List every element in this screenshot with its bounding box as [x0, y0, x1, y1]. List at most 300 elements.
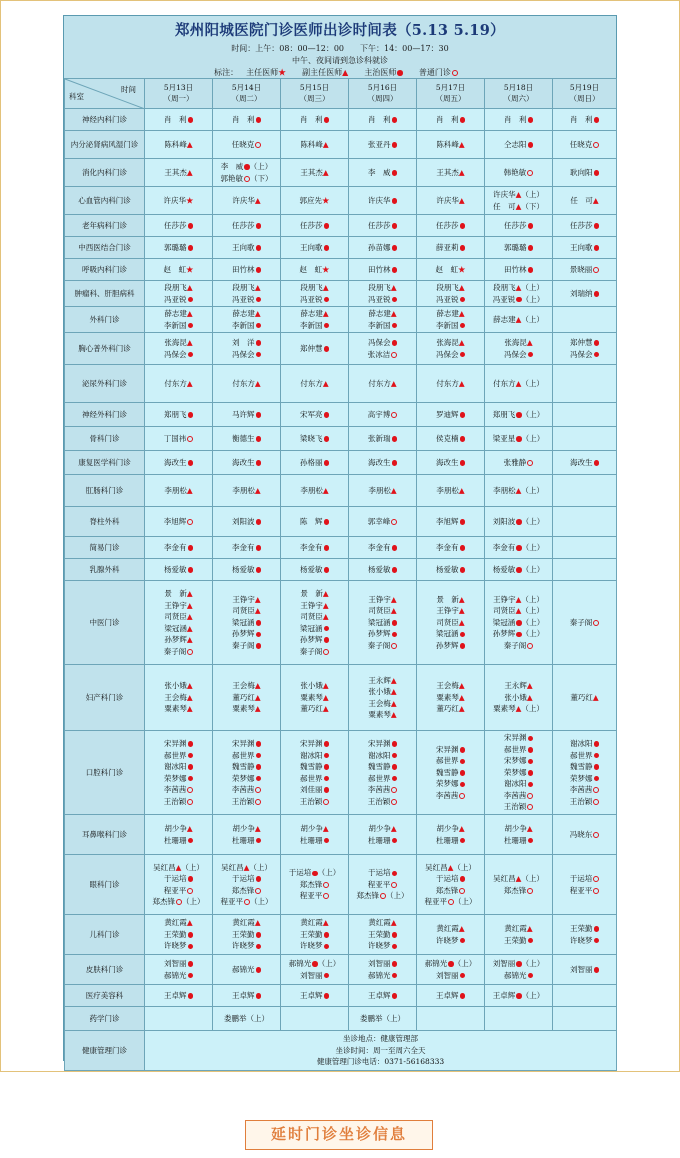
- schedule-cell: [349, 131, 417, 159]
- schedule-cell: [485, 237, 553, 259]
- dot-icon: [256, 932, 262, 938]
- star-icon: ★: [322, 264, 330, 274]
- doctor-entry: [486, 628, 551, 640]
- schedule-cell: [281, 955, 349, 985]
- doctor-name: 冯亚锐: [300, 294, 323, 304]
- day-weekday: （周一）: [163, 93, 194, 103]
- legend-regular: 普通门诊: [419, 68, 458, 77]
- dot-icon: [392, 753, 398, 759]
- dept-name: 神经内科门诊: [65, 109, 145, 131]
- doctor-name: 王铮宇: [232, 594, 255, 604]
- ring-icon: [187, 888, 193, 894]
- schedule-cell: [281, 915, 349, 955]
- ring-icon: [593, 876, 599, 882]
- doctor-name: 张海昆: [436, 338, 459, 347]
- schedule-cell: [485, 427, 553, 451]
- doctor-name: 郭应先: [299, 195, 322, 205]
- table-row: [65, 365, 617, 403]
- doctor-name: 张小娥: [300, 681, 323, 691]
- doctor-name: 段朋飞: [232, 283, 255, 292]
- legend-chief: 主任医师★: [246, 68, 287, 77]
- triangle-icon: ▲: [526, 924, 533, 933]
- doctor-name: 孙梦辉: [492, 629, 516, 639]
- doctor-name: 冯保会: [570, 349, 593, 359]
- doctor-name: 丁国祎: [163, 433, 187, 443]
- doctor-entry: [282, 784, 347, 796]
- doctor-entry: [350, 990, 415, 1002]
- doctor-name: 宋异渊: [504, 733, 527, 743]
- doctor-entry: [146, 750, 211, 762]
- dot-icon: [392, 838, 398, 844]
- day-date: 5月19日: [569, 83, 600, 92]
- doctor-name: 李茜茜: [569, 785, 593, 794]
- doctor-entry: [554, 750, 615, 762]
- doctor-name: 付东方: [436, 378, 459, 388]
- dot-icon: [392, 117, 398, 123]
- doctor-entry: [554, 935, 615, 947]
- doctor-name: 程亚平: [367, 879, 391, 889]
- doctor-name: 耿向阳: [570, 167, 593, 177]
- doctor-entry: [282, 320, 347, 332]
- doctor-name: 杜珊珊: [232, 835, 255, 845]
- dot-icon: [324, 297, 330, 303]
- doctor-name: 杜珊珊: [436, 835, 459, 845]
- doctor-entry: [282, 990, 347, 1002]
- triangle-icon: ▲: [515, 594, 522, 604]
- doctor-entry: [214, 873, 279, 885]
- doctor-name: 宋军亮: [300, 409, 323, 419]
- dot-icon: [594, 170, 600, 176]
- triangle-icon: ▲: [458, 309, 465, 318]
- triangle-icon: ▲: [254, 824, 261, 833]
- doctor-name: 景 新: [436, 594, 459, 604]
- doctor-name: 海改生: [368, 457, 391, 467]
- triangle-icon: ▲: [186, 589, 193, 598]
- doctor-name: 郑朋飞: [492, 409, 516, 419]
- doctor-entry: [486, 516, 551, 528]
- triangle-icon: ▲: [458, 195, 465, 205]
- doctor-name: 肖 利: [300, 114, 323, 124]
- ring-icon: [527, 643, 533, 649]
- dot-icon: [392, 973, 398, 979]
- doctor-name: 侯克楠: [436, 433, 459, 443]
- triangle-icon: ▲: [458, 378, 465, 388]
- doctor-name: 郝世界: [232, 750, 255, 760]
- schedule-cell: [281, 159, 349, 187]
- doctor-entry: [350, 1013, 415, 1025]
- doctor-name: 任 可: [493, 201, 516, 211]
- table-row: [65, 451, 617, 475]
- triangle-icon: ▲: [526, 338, 533, 347]
- triangle-icon: ▲: [515, 704, 522, 714]
- doctor-entry: [146, 114, 211, 126]
- schedule-cell: [213, 159, 281, 187]
- dot-icon: [256, 776, 262, 782]
- doctor-entry: [418, 790, 483, 802]
- doctor-entry: [486, 457, 551, 469]
- triangle-icon: ▲: [458, 283, 465, 292]
- doctor-entry: [146, 242, 211, 254]
- doctor-entry: [350, 628, 415, 640]
- schedule-cell: [281, 451, 349, 475]
- doctor-name: 粟素琴: [368, 710, 391, 719]
- session-note: （上）: [317, 868, 341, 878]
- dept-name: 呼吸内科门诊: [65, 259, 145, 281]
- schedule-cell: [349, 855, 417, 915]
- doctor-entry: [146, 282, 211, 294]
- schedule-cell: [485, 307, 553, 333]
- doctor-name: 秦子阁: [299, 646, 323, 656]
- table-row: [65, 215, 617, 237]
- doctor-entry: [418, 935, 483, 947]
- schedule-cell: [349, 259, 417, 281]
- schedule-body: [65, 109, 617, 1031]
- doctor-entry: [214, 796, 279, 808]
- doctor-name: 李朋松: [164, 485, 187, 495]
- triangle-icon: ▲: [390, 824, 397, 833]
- doctor-entry: [282, 264, 347, 276]
- ring-icon: [593, 620, 599, 626]
- doctor-name: 郝锦光: [288, 959, 312, 968]
- schedule-cell: [417, 665, 485, 731]
- dot-icon: [460, 519, 466, 525]
- doctor-name: 李新国: [232, 320, 255, 330]
- dot-icon: [256, 245, 262, 251]
- dot-icon: [392, 436, 398, 442]
- evening-note: 中午、夜间请到急诊科就诊: [292, 56, 388, 65]
- schedule-cell: [213, 281, 281, 307]
- doctor-name: 于运培: [436, 874, 459, 883]
- extended-hours-banner[interactable]: [245, 1120, 433, 1150]
- session-note: （上）: [454, 897, 477, 906]
- session-note: （上）: [182, 897, 205, 906]
- doctor-name: 景 新: [164, 589, 187, 598]
- dot-icon: [460, 759, 466, 765]
- doctor-name: 肖 利: [164, 114, 187, 124]
- doctor-entry: [214, 195, 279, 207]
- doctor-entry: [146, 516, 211, 528]
- triangle-icon: ▲: [458, 924, 465, 933]
- triangle-icon: ▲: [322, 681, 329, 691]
- banner-label: 延时门诊坐诊信息: [270, 1125, 407, 1143]
- doctor-entry: [350, 773, 415, 785]
- doctor-name: 郑杰锋: [231, 885, 255, 895]
- session-note: （下）: [521, 201, 544, 211]
- schedule-cell: [417, 237, 485, 259]
- schedule-cell: [553, 915, 617, 955]
- doctor-name: 胡少争: [368, 824, 391, 833]
- doctor-entry: [350, 294, 415, 306]
- dot-icon: [256, 412, 262, 418]
- doctor-name: 杜珊珊: [504, 835, 527, 845]
- session-note: （上）: [521, 617, 545, 627]
- schedule-cell: [349, 559, 417, 581]
- day-header: [145, 79, 213, 109]
- dot-icon: [594, 938, 600, 944]
- ring-icon: [527, 793, 533, 799]
- doctor-entry: [146, 634, 211, 646]
- schedule-cell: [485, 985, 553, 1007]
- ring-icon: [527, 804, 533, 810]
- doctor-entry: [418, 605, 483, 617]
- doctor-name: 荣梦娜: [570, 773, 593, 783]
- doctor-name: 梁冠涵: [436, 629, 459, 639]
- doctor-entry: [554, 139, 615, 151]
- doctor-entry: [214, 738, 279, 750]
- doctor-name: 李旭辉: [163, 516, 187, 526]
- schedule-cell: [213, 955, 281, 985]
- doctor-entry: [146, 703, 211, 715]
- doctor-name: 许晓梦: [164, 941, 187, 951]
- schedule-cell: [485, 507, 553, 537]
- session-note: （上）: [521, 874, 544, 883]
- doctor-name: 张亚丹: [368, 139, 391, 149]
- schedule-cell: [281, 259, 349, 281]
- schedule-cell: [417, 915, 485, 955]
- doctor-entry: [282, 433, 347, 445]
- dot-icon: [324, 519, 330, 525]
- triangle-icon: ▲: [342, 68, 349, 77]
- doctor-entry: [486, 923, 551, 935]
- dot-icon: [392, 245, 398, 251]
- header-row: [65, 79, 617, 109]
- schedule-cell: [417, 537, 485, 559]
- doctor-name: 薛志建: [493, 314, 516, 324]
- dept-name: 肿瘤科、肝胆病科: [65, 281, 145, 307]
- schedule-cell: [485, 109, 553, 131]
- dot-icon: [392, 620, 398, 626]
- ring-icon: [593, 267, 599, 273]
- doctor-entry: [282, 282, 347, 294]
- doctor-entry: [214, 282, 279, 294]
- doctor-entry: [146, 862, 211, 874]
- doctor-name: 任 可: [570, 195, 593, 205]
- doctor-name: 李茜茜: [231, 785, 255, 794]
- doctor-entry: [350, 761, 415, 773]
- schedule-cell: [213, 187, 281, 215]
- triangle-icon: ▲: [458, 824, 465, 833]
- schedule-cell: [349, 507, 417, 537]
- doctor-name: 薛志建: [232, 309, 255, 318]
- dot-icon: [528, 352, 534, 358]
- doctor-entry: [214, 862, 279, 874]
- doctor-entry: [282, 738, 347, 750]
- doctor-name: 孙苗娜: [368, 242, 391, 252]
- ring-icon: [323, 799, 329, 805]
- doctor-name: 王荣勤: [300, 929, 323, 939]
- legend-attending: 主治医师: [364, 68, 403, 77]
- dot-icon: [324, 753, 330, 759]
- doctor-entry: [418, 744, 483, 756]
- dot-icon: [188, 567, 194, 573]
- schedule-cell: [349, 955, 417, 985]
- dot-icon: [256, 519, 262, 525]
- dot-icon: [594, 340, 600, 346]
- schedule-cell: [145, 159, 213, 187]
- session-note: （上）: [249, 862, 272, 872]
- triangle-icon: ▲: [390, 710, 397, 719]
- dot-icon: [528, 938, 534, 944]
- doctor-name: 付东方: [493, 378, 516, 388]
- doctor-entry: [554, 337, 615, 349]
- doctor-entry: [146, 611, 211, 623]
- dot-icon: [460, 838, 466, 844]
- session-note: （上）: [521, 433, 545, 443]
- doctor-entry: [214, 139, 279, 151]
- dot-icon: [188, 323, 194, 329]
- doctor-entry: [418, 516, 483, 528]
- schedule-cell: [553, 333, 617, 365]
- schedule-cell: [281, 581, 349, 665]
- doctor-entry: [486, 885, 551, 897]
- schedule-cell: [145, 665, 213, 731]
- doctor-entry: [214, 680, 279, 692]
- doctor-entry: [350, 282, 415, 294]
- session-note: （下）: [250, 173, 273, 183]
- doctor-name: 王治颖: [367, 796, 391, 806]
- dot-icon: [460, 436, 466, 442]
- triangle-icon: ▲: [390, 606, 397, 616]
- ring-icon: [187, 799, 193, 805]
- schedule-cell: [145, 215, 213, 237]
- doctor-entry: [214, 605, 279, 617]
- doctor-entry: [350, 970, 415, 982]
- triangle-icon: ▲: [254, 594, 261, 604]
- doctor-name: 李朋松: [493, 485, 516, 495]
- doctor-name: 司贤臣: [493, 606, 516, 616]
- ring-icon: [323, 882, 329, 888]
- doctor-entry: [418, 923, 483, 935]
- doctor-entry: [350, 640, 415, 652]
- doctor-entry: [350, 879, 415, 891]
- session-note: （上）: [317, 959, 341, 968]
- dot-icon: [392, 776, 398, 782]
- doctor-entry: [554, 784, 615, 796]
- triangle-icon: ▲: [322, 612, 329, 621]
- doctor-name: 段朋飞: [300, 283, 323, 292]
- doctor-entry: [418, 409, 483, 421]
- doctor-name: 娄鹏举: [360, 1013, 383, 1023]
- schedule-cell: [145, 475, 213, 507]
- doctor-name: 赵 虹: [163, 264, 186, 274]
- schedule-cell: [145, 537, 213, 559]
- dot-icon: [256, 620, 262, 626]
- doctor-entry: [418, 242, 483, 254]
- dot-icon: [324, 545, 330, 551]
- ring-icon: [593, 142, 599, 148]
- doctor-name: 李金有: [164, 542, 187, 552]
- doctor-name: 李 威: [368, 167, 391, 177]
- doctor-name: 王荣勤: [570, 924, 593, 933]
- ring-icon: [391, 882, 397, 888]
- doctor-name: 张小娥: [504, 692, 527, 702]
- schedule-cell: [145, 237, 213, 259]
- doctor-name: 李旭辉: [436, 516, 459, 526]
- doctor-name: 梁晓飞: [300, 433, 323, 443]
- doctor-name: 任晓克: [231, 139, 255, 149]
- doctor-entry: [486, 201, 551, 213]
- doctor-entry: [418, 349, 483, 361]
- ring-icon: [187, 787, 193, 793]
- doctor-entry: [214, 516, 279, 528]
- doctor-entry: [146, 623, 211, 635]
- dot-icon: [528, 223, 534, 229]
- triangle-icon: ▲: [515, 874, 522, 883]
- doctor-name: 郝世界: [570, 750, 593, 760]
- doctor-entry: [282, 485, 347, 497]
- triangle-icon: ▲: [458, 681, 465, 691]
- doctor-name: 吴红昌: [221, 862, 244, 872]
- doctor-name: 许庆华: [368, 195, 391, 205]
- doctor-name: 谢冰阳: [570, 739, 593, 748]
- schedule-cell: [145, 507, 213, 537]
- doctor-entry: [486, 349, 551, 361]
- dot-icon: [460, 223, 466, 229]
- doctor-name: 李新国: [368, 320, 391, 330]
- doctor-name: 吴红昌: [153, 862, 176, 872]
- ring-icon: [527, 170, 533, 176]
- triangle-icon: ▲: [526, 681, 533, 691]
- doctor-name: 司贤臣: [232, 606, 255, 616]
- schedule-cell: [281, 815, 349, 855]
- session-note: （上）: [521, 314, 544, 324]
- doctor-name: 许庆华: [232, 195, 255, 205]
- doctor-entry: [486, 680, 551, 692]
- dept-name: 皮肤科门诊: [65, 955, 145, 985]
- dot-icon: [324, 567, 330, 573]
- doctor-name: 王卓辉: [368, 990, 391, 1000]
- schedule-cell: [553, 365, 617, 403]
- doctor-name: 肖 利: [570, 114, 593, 124]
- dept-name: 中西医结合门诊: [65, 237, 145, 259]
- schedule-cell: [281, 365, 349, 403]
- schedule-cell: [213, 731, 281, 815]
- schedule-cell: [213, 475, 281, 507]
- doctor-name: 董巧红: [232, 692, 255, 702]
- triangle-icon: ▲: [322, 378, 329, 388]
- corner-time-label: 时间: [121, 85, 136, 94]
- triangle-icon: ▲: [322, 309, 329, 318]
- ring-icon: [391, 787, 397, 793]
- doctor-entry: [554, 349, 615, 361]
- dot-icon: [594, 967, 600, 973]
- dot-icon: [392, 198, 398, 204]
- doctor-entry: [418, 320, 483, 332]
- doctor-name: 宋梦娜: [504, 756, 527, 766]
- doctor-entry: [282, 542, 347, 554]
- doctor-name: 海改生: [436, 457, 459, 467]
- schedule-cell: [485, 403, 553, 427]
- triangle-icon: ▲: [254, 195, 261, 205]
- schedule-cell: [485, 333, 553, 365]
- dept-name: 泌尿外科门诊: [65, 365, 145, 403]
- schedule-cell: [417, 1007, 485, 1031]
- schedule-cell: [281, 559, 349, 581]
- triangle-icon: ▲: [322, 283, 329, 292]
- doctor-entry: [350, 917, 415, 929]
- triangle-icon: ▲: [254, 606, 261, 616]
- doctor-entry: [214, 617, 279, 629]
- doctor-entry: [214, 114, 279, 126]
- schedule-cell: [349, 403, 417, 427]
- doctor-name: 粟素琴: [232, 704, 255, 714]
- triangle-icon: ▲: [322, 167, 329, 177]
- legend: [64, 67, 616, 78]
- schedule-cell: [417, 215, 485, 237]
- doctor-name: 王荣勤: [504, 935, 527, 945]
- doctor-name: 王卓辉: [300, 990, 323, 1000]
- schedule-cell: [349, 985, 417, 1007]
